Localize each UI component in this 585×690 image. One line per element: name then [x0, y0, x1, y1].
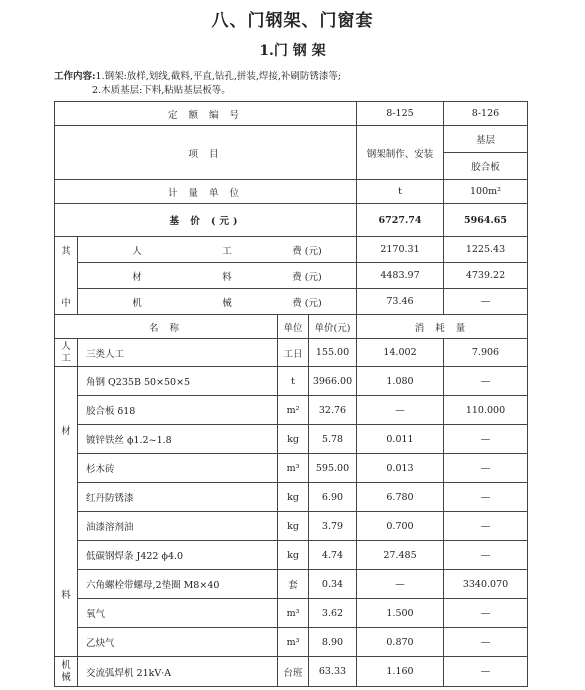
material-unit: kg [278, 541, 309, 570]
machine-v2: — [444, 657, 528, 687]
machine-unit: 台班 [278, 657, 309, 687]
material-row [55, 454, 528, 483]
quota-no-1: 8-125 [357, 102, 444, 126]
cost-labor-v2: 1225.43 [444, 237, 528, 263]
machine-v1: 1.160 [357, 657, 444, 687]
unit-1: t [357, 180, 444, 204]
material-v1: 0.013 [357, 454, 444, 483]
labor-category: 人工 [55, 339, 78, 367]
quota-number-row [55, 102, 528, 126]
material-price: 4.74 [309, 541, 357, 570]
material-row [55, 599, 528, 628]
material-price: 6.90 [309, 483, 357, 512]
column-header-row [55, 315, 528, 339]
material-price: 3.62 [309, 599, 357, 628]
cost-material-v1: 4483.97 [357, 263, 444, 289]
cost-labor-label [78, 237, 357, 263]
material-price: 3.79 [309, 512, 357, 541]
material-row [55, 628, 528, 657]
unit-row [55, 180, 528, 204]
unit-2: 100m² [444, 180, 528, 204]
item-row-1 [55, 126, 528, 153]
material-unit: 套 [278, 570, 309, 599]
col-name-header: 名 称 [55, 315, 278, 339]
material-name: 低碳钢焊条 J422 ϕ4.0 [78, 541, 278, 570]
material-v1: 0.700 [357, 512, 444, 541]
item-label: 项 目 [55, 126, 357, 180]
machine-row [55, 657, 528, 687]
material-unit: m³ [278, 599, 309, 628]
col-unit-header: 单位 [278, 315, 309, 339]
material-price: 32.76 [309, 396, 357, 425]
work-scope-text-1: 1.钢架:放样,划线,截料,平直,钻孔,拼装,焊接,补刷防锈漆等; [95, 71, 342, 82]
cost-row-labor [55, 237, 528, 263]
quota-no-2: 8-126 [444, 102, 528, 126]
material-name: 红丹防锈漆 [78, 483, 278, 512]
col-price-header: 单价(元) [309, 315, 357, 339]
cost-labor-c2: 工 [222, 245, 232, 257]
labor-name: 三类人工 [78, 339, 278, 367]
material-row [55, 541, 528, 570]
work-scope-line-1 [54, 70, 341, 84]
material-v1: 1.500 [357, 599, 444, 628]
quota-no-label: 定 额 编 号 [55, 102, 357, 126]
work-scope-label: 工作内容: [54, 71, 96, 82]
material-name: 乙炔气 [78, 628, 278, 657]
material-category [55, 367, 78, 657]
material-unit: m² [278, 396, 309, 425]
cost-labor-c3: 费 (元) [292, 245, 322, 257]
material-v1: — [357, 396, 444, 425]
material-v2: — [444, 454, 528, 483]
material-unit: kg [278, 512, 309, 541]
material-name: 镀锌铁丝 ϕ1.2~1.8 [78, 425, 278, 454]
cost-machine-v1: 73.46 [357, 289, 444, 315]
material-v1: 0.870 [357, 628, 444, 657]
material-v2: — [444, 483, 528, 512]
material-unit: m³ [278, 628, 309, 657]
cost-material-c1: 材 [132, 271, 142, 283]
material-v2: 3340.070 [444, 570, 528, 599]
material-name: 胶合板 δ18 [78, 396, 278, 425]
of-which-cell [55, 237, 78, 315]
material-v2: — [444, 425, 528, 454]
cost-machine-label [78, 289, 357, 315]
material-cat-bottom: 料 [61, 589, 71, 601]
material-price: 0.34 [309, 570, 357, 599]
material-unit: kg [278, 425, 309, 454]
material-v2: — [444, 599, 528, 628]
item-1: 钢架制作、安装 [357, 126, 444, 180]
work-scope [54, 70, 341, 98]
labor-v1: 14.002 [357, 339, 444, 367]
cost-material-c3: 费 (元) [292, 271, 322, 283]
cost-labor-v1: 2170.31 [357, 237, 444, 263]
unit-label: 计 量 单 位 [55, 180, 357, 204]
cost-machine-c3: 费 (元) [292, 297, 322, 309]
cost-labor-c1: 人 [132, 245, 142, 257]
material-row [55, 425, 528, 454]
labor-v2: 7.906 [444, 339, 528, 367]
cost-material-c2: 料 [222, 271, 232, 283]
material-v1: 6.780 [357, 483, 444, 512]
material-name: 六角螺栓带螺母,2垫圈 M8×40 [78, 570, 278, 599]
cost-material-v2: 4739.22 [444, 263, 528, 289]
cost-machine-v2: — [444, 289, 528, 315]
material-row [55, 367, 528, 396]
item-2-bottom: 胶合板 [444, 153, 528, 180]
material-unit: kg [278, 483, 309, 512]
material-row [55, 396, 528, 425]
section-subtitle: 1.门 钢 架 [259, 43, 326, 59]
labor-unit: 工日 [278, 339, 309, 367]
material-v2: 110.000 [444, 396, 528, 425]
material-v1: 0.011 [357, 425, 444, 454]
material-row [55, 512, 528, 541]
labor-row [55, 339, 528, 367]
material-v1: 27.485 [357, 541, 444, 570]
material-name: 油漆溶剂油 [78, 512, 278, 541]
material-price: 5.78 [309, 425, 357, 454]
of-which-top: 其 [61, 245, 71, 257]
material-price: 8.90 [309, 628, 357, 657]
material-name: 角钢 Q235B 50×50×5 [78, 367, 278, 396]
base-price-row [55, 204, 528, 237]
material-v1: — [357, 570, 444, 599]
material-unit: t [278, 367, 309, 396]
material-price: 595.00 [309, 454, 357, 483]
page-title: 八、门钢架、门窗套 [211, 11, 374, 31]
material-v2: — [444, 541, 528, 570]
material-row [55, 483, 528, 512]
material-v2: — [444, 367, 528, 396]
col-consume-header: 消 耗 量 [357, 315, 528, 339]
material-row [55, 570, 528, 599]
quota-table [54, 101, 528, 687]
material-unit: m³ [278, 454, 309, 483]
material-v1: 1.080 [357, 367, 444, 396]
cost-machine-c1: 机 [132, 297, 142, 309]
base-price-label: 基 价 (元) [55, 204, 357, 237]
labor-price: 155.00 [309, 339, 357, 367]
base-price-1: 6727.74 [357, 204, 444, 237]
machine-price: 63.33 [309, 657, 357, 687]
machine-category: 机械 [55, 657, 78, 687]
item-2-top: 基层 [444, 126, 528, 153]
material-price: 3966.00 [309, 367, 357, 396]
base-price-2: 5964.65 [444, 204, 528, 237]
cost-row-material [55, 263, 528, 289]
of-which-bottom: 中 [61, 297, 71, 309]
machine-name: 交流弧焊机 21kV·A [78, 657, 278, 687]
work-scope-line-2: 2.木质基层:下料,粘贴基层板等。 [92, 85, 231, 96]
material-cat-top: 材 [61, 425, 71, 437]
material-v2: — [444, 512, 528, 541]
cost-machine-c2: 械 [222, 297, 232, 309]
cost-material-label [78, 263, 357, 289]
material-v2: — [444, 628, 528, 657]
material-name: 杉木砖 [78, 454, 278, 483]
material-name: 氧气 [78, 599, 278, 628]
cost-row-machine [55, 289, 528, 315]
